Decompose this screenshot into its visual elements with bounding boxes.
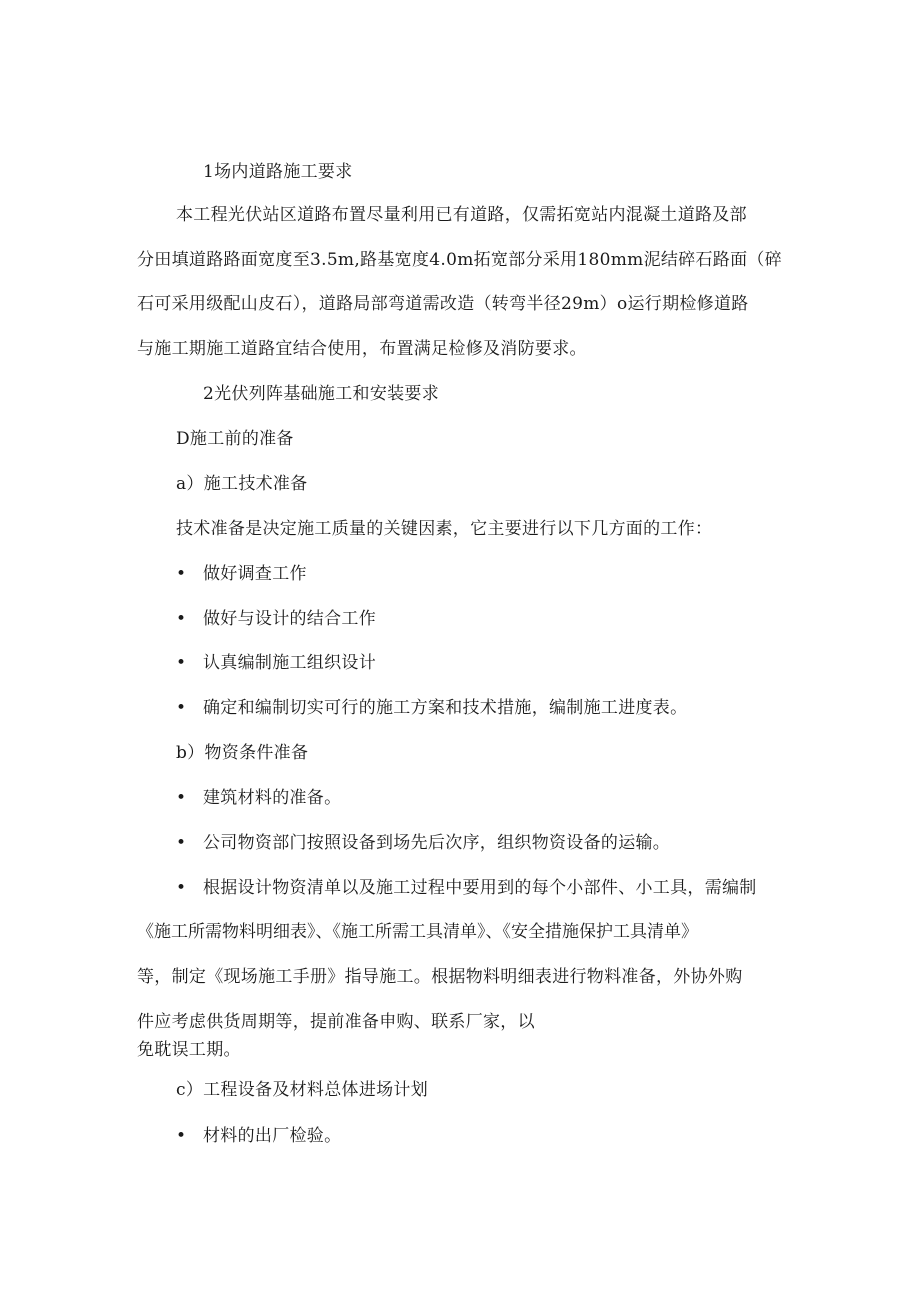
list-item bbox=[176, 788, 796, 810]
paragraph-line: 分田填道路路面宽度至3.5m,路基宽度4.0m拓宽部分采用180mm泥结碎石路面（碎 bbox=[137, 250, 783, 270]
list-item bbox=[176, 653, 796, 675]
list-item-text: 根据设计物资清单以及施工过程中要用到的每个小部件、小工具，需编制 bbox=[203, 878, 757, 898]
bullet-icon: • bbox=[176, 878, 187, 898]
paragraph-line: 件应考虑供货周期等，提前准备申购、联系厂家，以 bbox=[137, 1012, 535, 1032]
bullet-icon: • bbox=[176, 788, 187, 808]
list-item-text: 做好调查工作 bbox=[203, 564, 307, 584]
list-item-text: 材料的出厂检验。 bbox=[203, 1126, 342, 1146]
list-item bbox=[176, 698, 796, 720]
bullet-icon: • bbox=[176, 698, 187, 718]
paragraph-line: 石可采用级配山皮石），道路局部弯道需改造（转弯半径29m）o运行期检修道路 bbox=[137, 294, 749, 314]
bullet-icon: • bbox=[176, 564, 187, 584]
section-heading-road: 1场内道路施工要求 bbox=[203, 162, 353, 182]
paragraph-line: 本工程光伏站区道路布置尽量利用已有道路，仅需拓宽站内混凝土道路及部 bbox=[176, 205, 747, 225]
list-item-text: 认真编制施工组织设计 bbox=[203, 653, 376, 673]
paragraph-line: 等，制定《现场施工手册》指导施工。根据物料明细表进行物料准备，外协外购 bbox=[137, 967, 743, 987]
subheading-preparation: D施工前的准备 bbox=[176, 429, 294, 449]
bullet-icon: • bbox=[176, 833, 187, 853]
subheading-materials: b）物资条件准备 bbox=[176, 743, 309, 763]
subheading-delivery-plan: c）工程设备及材料总体进场计划 bbox=[176, 1080, 429, 1100]
list-item bbox=[176, 833, 796, 855]
list-item-text: 确定和编制切实可行的施工方案和技术措施，编制施工进度表。 bbox=[203, 698, 688, 718]
bullet-icon: • bbox=[176, 653, 187, 673]
subheading-tech-prep: a）施工技术准备 bbox=[176, 474, 308, 494]
list-item bbox=[176, 564, 796, 586]
list-item-text: 做好与设计的结合工作 bbox=[203, 609, 376, 629]
section-heading-array: 2光伏列阵基础施工和安装要求 bbox=[203, 384, 440, 404]
list-item bbox=[176, 878, 796, 900]
paragraph-line: 《施工所需物料明细表》、《施工所需工具清单》、《安全措施保护工具清单》 bbox=[137, 922, 698, 942]
bullet-icon: • bbox=[176, 1126, 187, 1146]
tech-intro-text: 技术准备是决定施工质量的关键因素，它主要进行以下几方面的工作： bbox=[176, 519, 713, 539]
list-item-text: 公司物资部门按照设备到场先后次序，组织物资设备的运输。 bbox=[203, 833, 671, 853]
list-item bbox=[176, 609, 796, 631]
list-item bbox=[176, 1126, 796, 1148]
paragraph-line: 与施工期施工道路宜结合使用，布置满足检修及消防要求。 bbox=[137, 339, 587, 359]
paragraph-line: 免耽误工期。 bbox=[137, 1040, 241, 1060]
list-item-text: 建筑材料的准备。 bbox=[203, 788, 342, 808]
bullet-icon: • bbox=[176, 609, 187, 629]
